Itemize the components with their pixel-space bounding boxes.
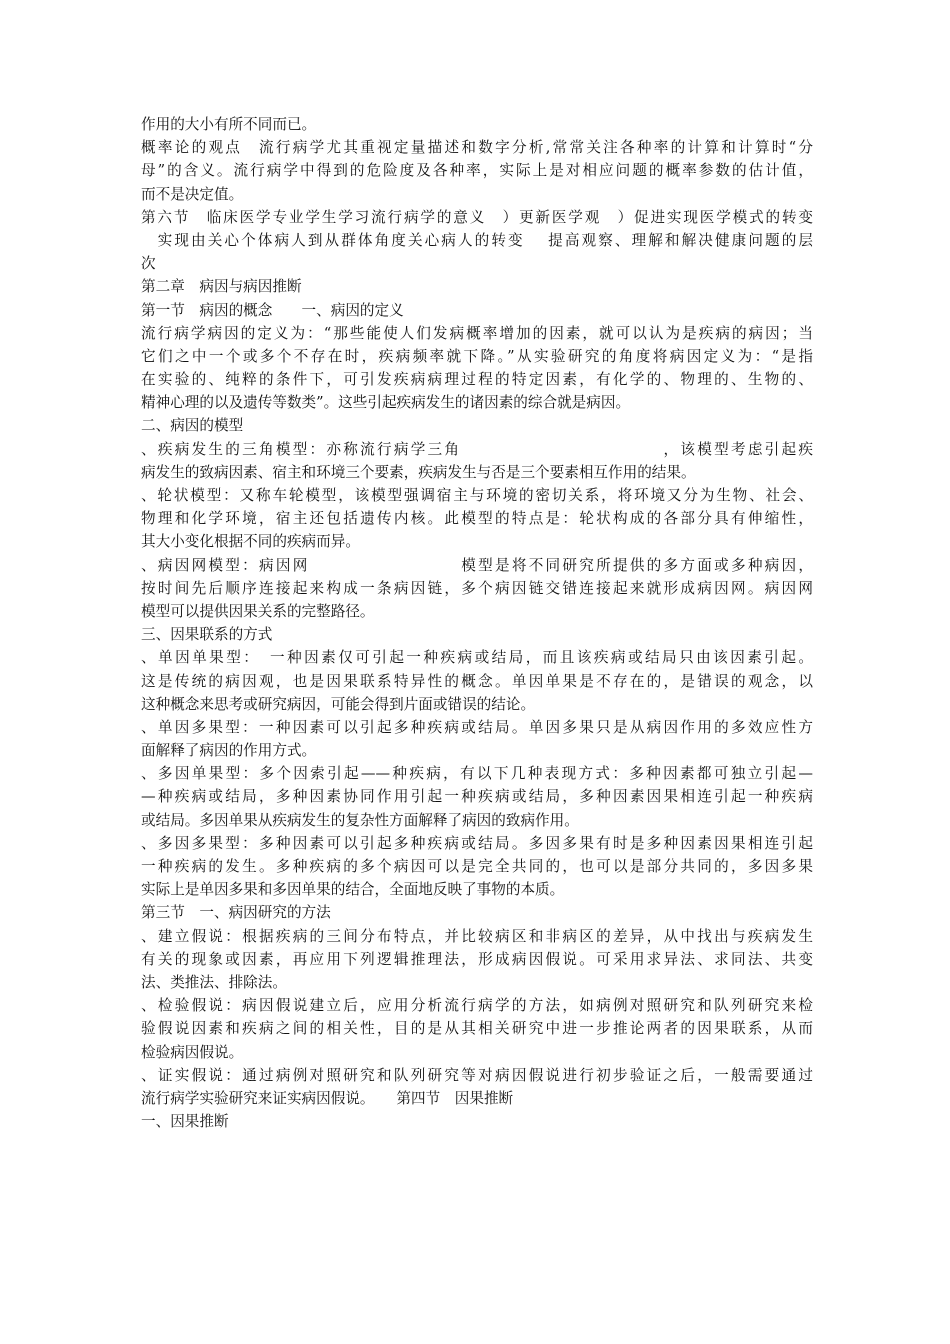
text-line: 这种概念来思考或研究病因，可能会得到片面或错误的结论。: [141, 695, 536, 713]
text-line: 第二章 病因与病因推断: [141, 278, 302, 296]
text-line: 概率论的观点 流行病学尤其重视定量描述和数字分析,常常关注各种率的计算和计算时“分: [141, 139, 813, 157]
text-line: 物理和化学环境，宿主还包括遗传内核。此模型的特点是：轮状构成的各部分具有伸缩性，: [141, 510, 813, 528]
text-line: 一、因果推断: [141, 1113, 229, 1131]
text-line: 实际上是单因多果和多因单果的结合，全面地反映了事物的本质。: [141, 881, 565, 899]
text-line: 流行病学实验研究来证实病因假说。 第四节 因果推断: [141, 1089, 514, 1107]
text-line: 、检验假说：病因假说建立后，应用分析流行病学的方法，如病例对照研究和队列研究来检: [141, 997, 813, 1015]
text-line: 病发生的致病因素、宿主和环境三个要素，疾病发生与否是三个要素相互作用的结果。: [141, 463, 696, 481]
text-line: 在实验的、纯粹的条件下，可引发疾病病理过程的特定因素，有化学的、物理的、生物的、: [141, 371, 813, 389]
text-line: 、多因单果型：多个因索引起——种疾病，有以下几种表现方式：多种因素都可独立引起—: [141, 765, 813, 783]
text-line: 第三节 一、病因研究的方法: [141, 904, 331, 922]
text-line: 它们之中一个或多个不存在时，疾病频率就下降。”从实验研究的角度将病因定义为：“是指: [141, 347, 813, 365]
document-body: [141, 113, 813, 1133]
text-line: 、单因多果型：一种因素可以引起多种疾病或结局。单因多果只是从病因作用的多效应性方: [141, 718, 813, 736]
text-line: 、单因单果型： 一种因素仅可引起一种疾病或结局，而且该疾病或结局只由该因素引起。: [141, 649, 813, 667]
text-line: 、证实假说：通过病例对照研究和队列研究等对病因假说进行初步验证之后，一般需要通过: [141, 1066, 813, 1084]
text-line: 按时间先后顺序连接起来构成一条病因链，多个病因链交错连接起来就形成病因网。病因网: [141, 579, 813, 597]
text-line: 、疾病发生的三角模型：亦称流行病学三角 ，该模型考虑引起疾: [141, 440, 813, 458]
text-line: 三、因果联系的方式: [141, 626, 273, 644]
text-line: 流行病学病因的定义为：“那些能使人们发病概率增加的因素，就可以认为是疾病的病因；当: [141, 324, 813, 342]
text-line: 、轮状模型：又称车轮模型，该模型强调宿主与环境的密切关系，将环境又分为生物、社会、: [141, 487, 813, 504]
text-line: —种疾病或结局，多种因素协同作用引起一种疾病或结局，多种因素因果相连引起一种疾病: [141, 788, 813, 806]
text-line: 其大小变化根据不同的疾病而异。: [141, 533, 360, 551]
text-line: 第一节 病因的概念 一、病因的定义: [141, 301, 404, 319]
text-line: 或结局。多因单果从疾病发生的复杂性方面解释了病因的致病作用。: [141, 811, 579, 829]
text-line: 法、类推法、排除法。: [141, 973, 287, 991]
text-line: 二、病因的模型: [141, 417, 244, 435]
text-line: 第六节 临床医学专业学生学习流行病学的意义 ）更新医学观 ）促进实现医学模式的转变: [141, 208, 813, 226]
text-line: 这是传统的病因观，也是因果联系特异性的概念。单因单果是不存在的，是错误的观念，以: [141, 672, 813, 690]
text-line: 精神心理的以及遗传等数类”。这些引起疾病发生的诸因素的综合就是病因。: [141, 394, 631, 412]
text-line: 次: [141, 255, 156, 273]
text-line: 面解释了病因的作用方式。: [141, 742, 317, 760]
text-line: 验假说因素和疾病之间的相关性，目的是从其相关研究中进一步推论两者的因果联系，从而: [141, 1020, 813, 1038]
text-line: 一种疾病的发生。多种疾病的多个病因可以是完全共同的，也可以是部分共同的，多因多果: [141, 858, 813, 875]
text-line: 作用的大小有所不同而已。: [141, 116, 317, 133]
text-line: 检验病因假说。: [141, 1043, 244, 1061]
text-line: 、建立假说：根据疾病的三间分布特点，并比较病区和非病区的差异，从中找出与疾病发生: [141, 927, 813, 945]
text-line: 实现由关心个体病人到从群体角度关心病人的转变 提高观察、理解和解决健康问题的层: [141, 231, 813, 249]
text-line: 有关的现象或因素，再应用下列逻辑推理法，形成病因假说。可采用求异法、求同法、共变: [141, 950, 813, 968]
text-line: 母”的含义。流行病学中得到的危险度及各种率，实际上是对相应问题的概率参数的估计值，: [141, 162, 813, 180]
text-line: 、病因网模型：病因网 模型是将不同研究所提供的多方面或多种病因，: [141, 556, 813, 574]
text-line: 而不是决定值。: [141, 185, 244, 203]
text-line: 、多因多果型：多种因素可以引起多种疾病或结局。多因多果有时是多种因素因果相连引起: [141, 834, 813, 852]
text-line: 模型可以提供因果关系的完整路径。: [141, 602, 375, 620]
